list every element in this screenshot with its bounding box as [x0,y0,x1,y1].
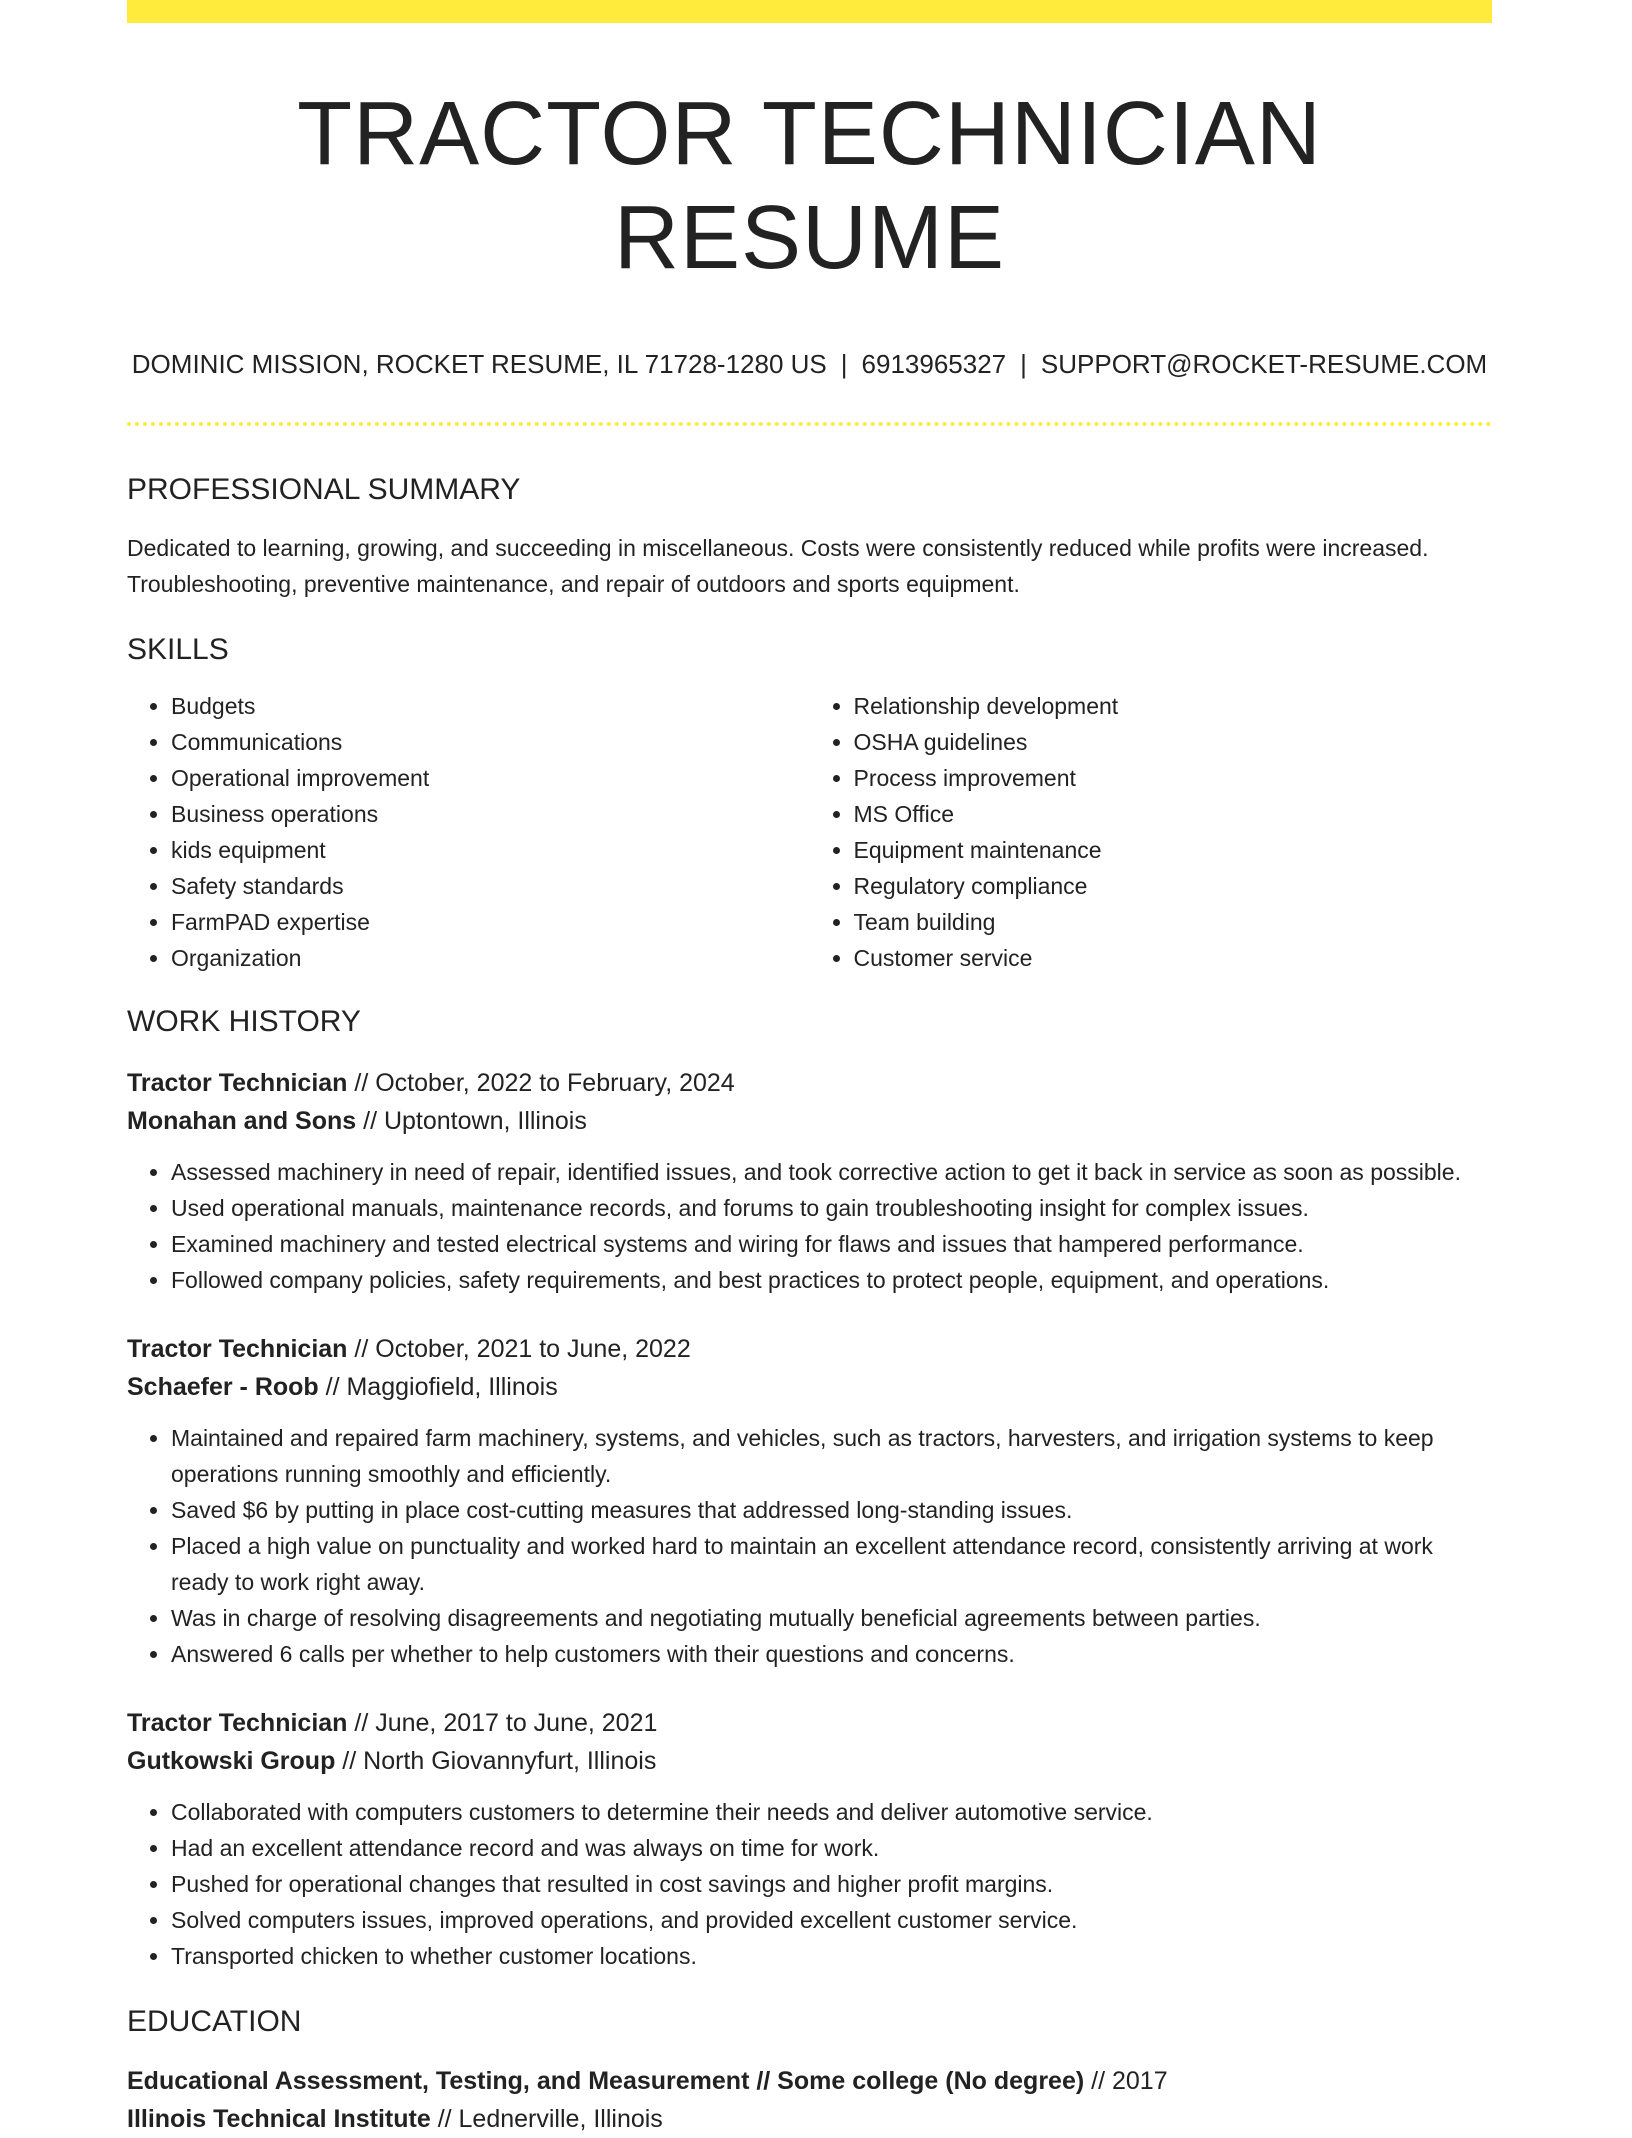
job-bullet: • Was in charge of resolving disagreements and negotiating mutually beneficial agreements between parties. [171,1600,1492,1636]
contact-email: SUPPORT@ROCKET-RESUME.COM [1040,349,1488,379]
resume-title: TRACTOR TECHNICIAN RESUME [297,84,1322,288]
skill-item: • FarmPAD expertise [171,904,810,940]
skill-item: • Communications [171,724,810,760]
skill-item: • Customer service [854,940,1493,976]
job-entry [127,1064,1492,1298]
job-bullet: • Saved $6 by putting in place cost-cutting measures that addressed long-standing issues. [171,1492,1492,1528]
accent-top-bar [127,0,1492,23]
skill-item: • Regulatory compliance [854,868,1493,904]
resume-page [127,0,1492,2138]
job-bullets [127,1794,1492,1974]
job-bullets [127,1154,1492,1298]
job-location: // Uptontown, Illinois [356,1106,587,1135]
contact-address: DOMINIC MISSION, ROCKET RESUME, IL 71728-1280 US [131,349,827,379]
skill-item: • Team building [854,904,1493,940]
job-location: // North Giovannyfurt, Illinois [335,1746,657,1775]
job-dates: // October, 2022 to February, 2024 [347,1068,735,1097]
skill-item: • Budgets [171,688,810,724]
job-entry [127,1704,1492,1974]
skills-column-left [127,688,810,976]
job-bullet: • Followed company policies, safety requirements, and best practices to protect people, equipment, and operations. [171,1262,1492,1298]
skill-item: • kids equipment [171,832,810,868]
summary-heading: PROFESSIONAL SUMMARY [127,472,521,506]
job-bullet: • Maintained and repaired farm machinery, systems, and vehicles, such as tractors, harvesters, and irrigation systems to keep operations running smoothly and efficiently. [171,1420,1492,1492]
job-bullet: • Collaborated with computers customers to determine their needs and deliver automotive service. [171,1794,1492,1830]
education-entry [127,2062,1492,2138]
dotted-divider [127,422,1492,426]
skill-item: • MS Office [854,796,1493,832]
job-bullet: • Placed a high value on punctuality and worked hard to maintain an excellent attendance record, consistently arriving at work ready to work right away. [171,1528,1492,1600]
contact-separator: | [1020,349,1027,379]
skill-item: • Operational improvement [171,760,810,796]
skills-column-right [810,688,1493,976]
skill-item: • Organization [171,940,810,976]
job-title-line [127,1704,1492,1742]
contact-line [127,348,1492,382]
job-bullet: • Had an excellent attendance record and was always on time for work. [171,1830,1492,1866]
job-bullet: • Solved computers issues, improved operations, and provided excellent customer service. [171,1902,1492,1938]
skill-item: • OSHA guidelines [854,724,1493,760]
job-title-line [127,1330,1492,1368]
skill-item: • Equipment maintenance [854,832,1493,868]
summary-text: Dedicated to learning, growing, and succeeding in miscellaneous. Costs were consistently reduced while profits were increased. Troubleshooting, preventive maintenance, and repair of outdoors and sports equipment. [127,534,1429,597]
skill-item: • Relationship development [854,688,1493,724]
education-school-line [127,2100,1492,2138]
education-school: Illinois Technical Institute [127,2104,431,2133]
contact-phone: 6913965327 [861,349,1007,379]
job-company: Schaefer - Roob [127,1372,319,1401]
job-entry [127,1330,1492,1672]
skills-heading: SKILLS [127,632,229,666]
job-company: Monahan and Sons [127,1106,357,1135]
job-company-line [127,1368,1492,1406]
skill-item: • Process improvement [854,760,1493,796]
education-heading: EDUCATION [127,2004,302,2038]
contact-separator: | [840,349,848,379]
job-bullet: • Assessed machinery in need of repair, identified issues, and took corrective action to get it back in service as soon as possible. [171,1154,1492,1190]
skill-item: • Safety standards [171,868,810,904]
job-bullet: • Answered 6 calls per whether to help customers with their questions and concerns. [171,1636,1492,1672]
job-bullet: • Used operational manuals, maintenance records, and forums to gain troubleshooting insight for complex issues. [171,1190,1492,1226]
education-degree-line [127,2062,1492,2100]
job-bullets [127,1420,1492,1672]
skills-list [127,688,1492,976]
job-dates: // June, 2017 to June, 2021 [347,1708,658,1737]
job-company-line [127,1102,1492,1140]
job-location: // Maggiofield, Illinois [318,1372,558,1401]
job-bullet: • Transported chicken to whether customer locations. [171,1938,1492,1974]
job-title: Tractor Technician [127,1068,348,1097]
skill-item: • Business operations [171,796,810,832]
education-degree: Educational Assessment, Testing, and Measurement // Some college (No degree) [127,2066,1085,2095]
job-bullet: • Examined machinery and tested electrical systems and wiring for flaws and issues that hampered performance. [171,1226,1492,1262]
job-company-line [127,1742,1492,1780]
job-title-line [127,1064,1492,1102]
job-title: Tractor Technician [127,1708,348,1737]
education-year: // 2017 [1084,2066,1168,2095]
education-location: // Lednerville, Illinois [430,2104,663,2133]
job-bullet: • Pushed for operational changes that resulted in cost savings and higher profit margins. [171,1866,1492,1902]
job-dates: // October, 2021 to June, 2022 [347,1334,691,1363]
job-company: Gutkowski Group [127,1746,336,1775]
job-title: Tractor Technician [127,1334,348,1363]
work-history-heading: WORK HISTORY [127,1004,361,1038]
